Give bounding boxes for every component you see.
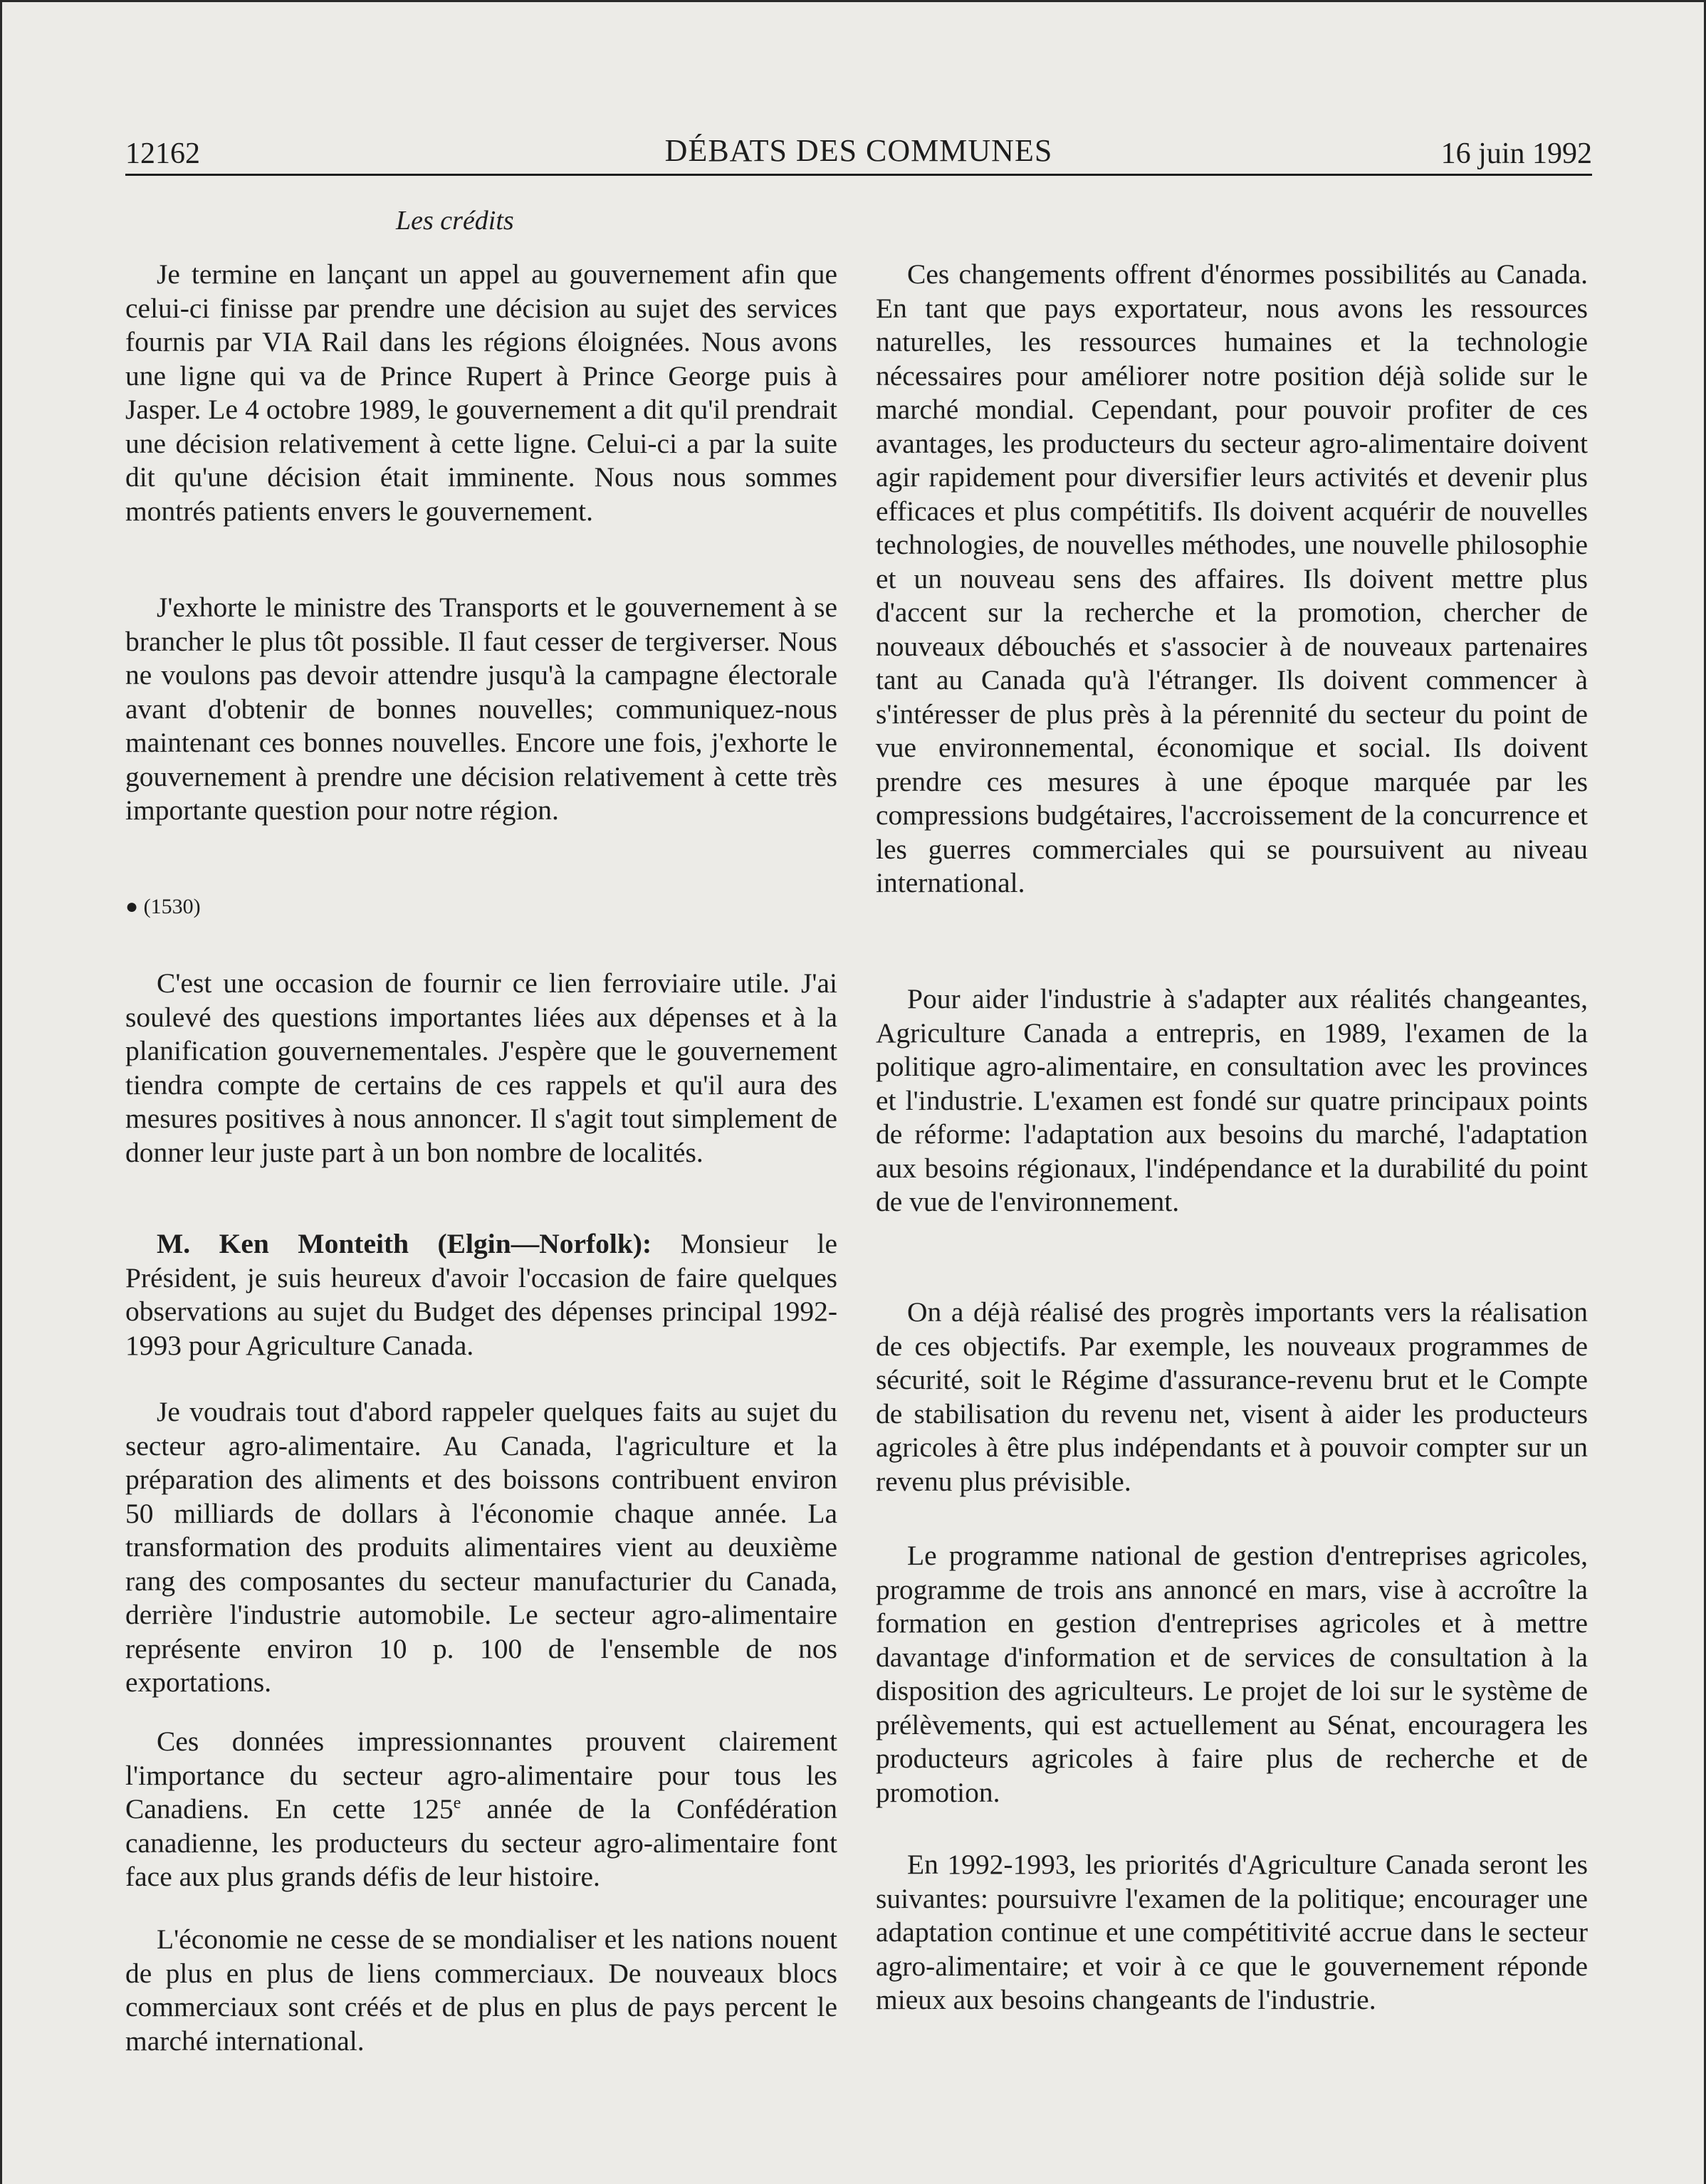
page-header	[125, 132, 1592, 175]
superscript: e	[453, 1793, 461, 1812]
left-column	[125, 258, 837, 528]
scan-border-left	[0, 0, 2, 2184]
right-column	[876, 1848, 1588, 2017]
left-column	[125, 1227, 837, 1363]
speech-text: Monsieur le Président, je suis heureux d'avoir l'occasion de faire quelques observations au sujet du Budget des dépenses principal 1992-1993 pour Agriculture Canada.	[125, 1228, 838, 1361]
scan-border-top	[0, 0, 1706, 2]
section-title: Les crédits	[396, 206, 514, 236]
publication-date: 16 juin 1992	[1440, 137, 1592, 170]
paragraph: L'économie ne cesse de se mondialiser et les nations nouent de plus en plus de liens commerciaux. De nouveaux blocs commerciaux sont créés et de plus en plus de pays percent le marché international.	[125, 1923, 837, 2057]
right-column	[876, 1539, 1588, 1810]
publication-title: DÉBATS DES COMMUNES	[664, 133, 1053, 168]
left-column	[125, 967, 837, 1170]
timestamp-block	[125, 894, 837, 920]
left-column	[125, 1395, 837, 1700]
paragraph: Ces changements offrent d'énormes possibilités au Canada. En tant que pays exportateur, nous avons les ressources naturelles, les ressources humaines et la technologie nécessaires pour améliorer notre position déjà solide sur le marché mondial. Cependant, pour pouvoir profiter de ces avantages, les producteurs du secteur agro-alimentaire doivent agir rapidement pour diversifier leurs activités et devenir plus efficaces et plus compétitifs. Ils doivent acquérir de nouvelles technologies, de nouvelles méthodes, une nouvelle philosophie et un nouveau sens des affaires. Ils doivent mettre plus d'accent sur la recherche et la promotion, chercher de nouveaux débouchés et s'associer à de nouveaux partenaires tant au Canada qu'à l'étranger. Ils doivent commencer à s'intéresser de plus près à la pérennité du secteur du point de vue environnemental, économique et social. Ils doivent prendre ces mesures à une époque marquée par les compressions budgétaires, l'accroissement de la concurrence et les guerres commerciales qui se poursuivent au niveau international.	[876, 258, 1588, 898]
paragraph	[125, 1725, 837, 1894]
page-number: 12162	[125, 137, 200, 170]
bullet-icon: ●	[125, 895, 144, 918]
header-rule	[125, 174, 1592, 176]
paragraph: On a déjà réalisé des progrès importants vers la réalisation de ces objectifs. Par exemple, les nouveaux programmes de sécurité, soit le Régime d'assurance-revenu brut et le Compte de stabilisation du revenu net, visent à aider les producteurs agricoles à être plus indépendants et à pouvoir compter sur un revenu plus prévisible.	[876, 1296, 1588, 1497]
speaker-paragraph	[125, 1227, 837, 1363]
left-column	[125, 1725, 837, 1894]
left-column	[125, 591, 837, 828]
paragraph: Le programme national de gestion d'entreprises agricoles, programme de trois ans annoncé en mars, vise à accroître la formation en gestion d'entreprises agricoles et à mettre davantage d'information et de services de consultation à la disposition des agriculteurs. Le projet de loi sur le système de prélèvements, qui est actuellement au Sénat, encouragera les producteurs agricoles à faire plus de recherche et de promotion.	[876, 1540, 1588, 1808]
timestamp	[125, 894, 837, 920]
text-span: année de la Confédération canadienne, les producteurs du secteur agro-alimentaire font face aux plus grands défis de leur histoire.	[125, 1793, 837, 1892]
timestamp-text: (1530)	[143, 895, 201, 918]
paragraph: C'est une occasion de fournir ce lien ferroviaire utile. J'ai soulevé des questions importantes liées aux dépenses et à la planification gouvernementales. J'espère que le gouvernement tiendra compte de certains de ces rappels et qu'il aura des mesures positives à nous annoncer. Il s'agit tout simplement de donner leur juste part à un bon nombre de localités.	[125, 967, 837, 1168]
right-column	[876, 258, 1588, 901]
paragraph: Je termine en lançant un appel au gouvernement afin que celui-ci finisse par prendre une décision au sujet des services fournis par VIA Rail dans les régions éloignées. Nous avons une ligne qui va de Prince Rupert à Prince George puis à Jasper. Le 4 octobre 1989, le gouvernement a dit qu'il prendrait une décision relativement à cette ligne. Celui-ci a par la suite dit qu'une décision était imminente. Nous nous sommes montrés patients envers le gouvernement.	[125, 258, 837, 527]
paragraph: Pour aider l'industrie à s'adapter aux réalités changeantes, Agriculture Canada a entrepris, en 1989, l'examen de la politique agro-alimentaire, en consultation avec les provinces et l'industrie. L'examen est fondé sur quatre principaux points de réforme: l'adaptation aux besoins du marché, l'adaptation aux besoins régionaux, l'indépendance et la durabilité du point de vue de l'environnement.	[876, 983, 1588, 1217]
paragraph: Je voudrais tout d'abord rappeler quelques faits au sujet du secteur agro-alimentaire. Au Canada, l'agriculture et la préparation des aliments et des boissons contribuent environ 50 milliards de dollars à l'économie chaque année. La transformation des produits alimentaires vient au deuxième rang des composantes du secteur manufacturier du Canada, derrière l'industrie automobile. Le secteur agro-alimentaire représente environ 10 p. 100 de l'ensemble de nos exportations.	[125, 1396, 837, 1698]
paragraph: En 1992-1993, les priorités d'Agriculture Canada seront les suivantes: poursuivre l'examen de la politique; encourager une adaptation continue et une compétitivité accrue dans le secteur agro-alimentaire; et voir à ce que le gouvernement réponde mieux aux besoins changeants de l'industrie.	[876, 1849, 1588, 2015]
text-span: Ces données impressionnantes prouvent clairement l'importance du secteur agro-alimentaire pour tous les Canadiens. En cette 125	[125, 1726, 837, 1825]
left-column	[125, 1923, 837, 2058]
right-column	[876, 982, 1588, 1219]
right-column	[876, 1296, 1588, 1498]
paragraph: J'exhorte le ministre des Transports et le gouvernement à se brancher le plus tôt possible. Il faut cesser de tergiverser. Nous ne voulons pas devoir attendre jusqu'à la campagne électorale avant d'obtenir de bonnes nouvelles; communiquez-nous maintenant ces bonnes nouvelles. Encore une fois, j'exhorte le gouvernement à prendre une décision relativement à cette très importante question pour notre région.	[125, 592, 837, 826]
speaker-name: M. Ken Monteith (Elgin—Norfolk):	[157, 1228, 652, 1259]
